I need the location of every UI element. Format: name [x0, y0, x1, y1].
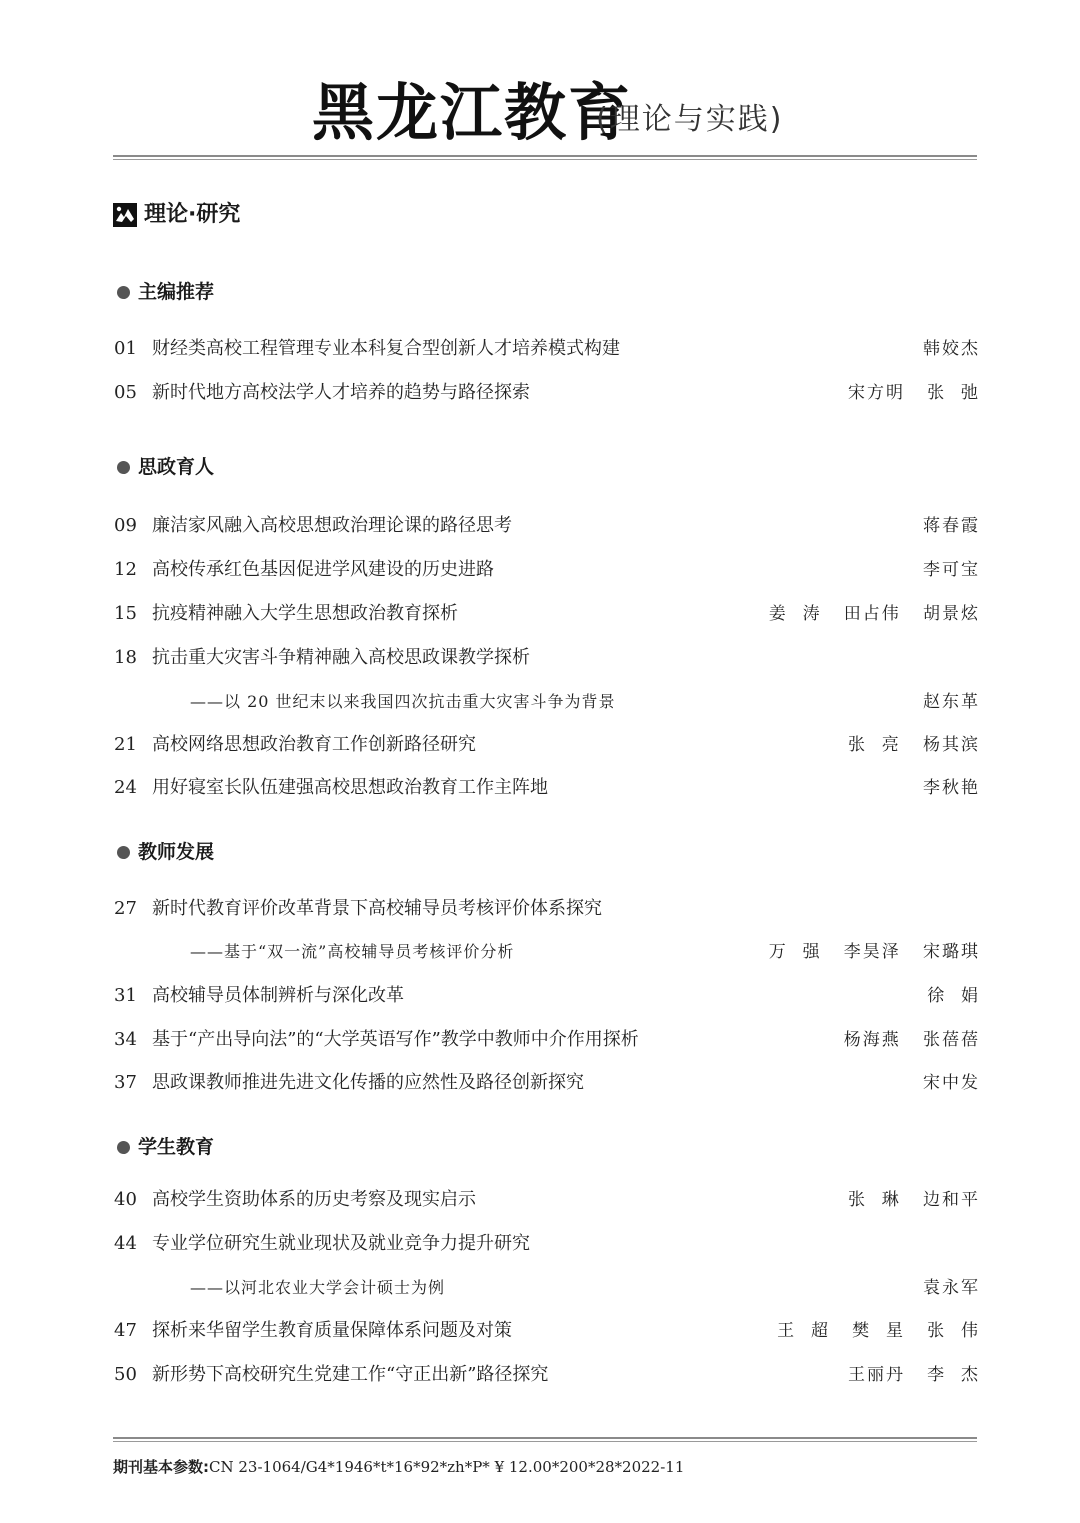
article-title: 新时代教育评价改革背景下高校辅导员考核评价体系探究: [152, 898, 602, 919]
bullet-dot-icon: [117, 461, 130, 474]
article-authors: 蒋春霞: [923, 516, 980, 536]
toc-entry[interactable]: [0, 644, 1080, 672]
page-number: 21: [114, 734, 137, 755]
article-authors: 王丽丹 李 杰: [847, 1365, 980, 1385]
page-number: 31: [114, 985, 137, 1006]
journal-subtitle: (理论与实践): [596, 102, 784, 137]
page-number: 47: [114, 1320, 137, 1341]
article-authors: 张 琳 边和平: [847, 1190, 980, 1210]
journal-title: 黑龙江教育: [312, 76, 633, 149]
toc-entry[interactable]: [0, 774, 1080, 802]
category-title: 教师发展: [138, 841, 215, 863]
article-authors: 徐 娟: [927, 986, 980, 1006]
footer-rule: [113, 1437, 977, 1439]
bullet-dot-icon: [117, 1141, 130, 1154]
header-rule-thin: [113, 159, 977, 160]
section-emblem-icon: [113, 203, 137, 227]
toc-entry[interactable]: [0, 379, 1080, 407]
article-authors: 李可宝: [923, 560, 980, 580]
article-title: 新时代地方高校法学人才培养的趋势与路径探索: [152, 382, 530, 403]
page-number: 37: [114, 1072, 137, 1093]
masthead: [0, 70, 1080, 150]
page-number: 01: [114, 338, 137, 359]
article-title: 廉洁家风融入高校思想政治理论课的路径思考: [152, 515, 512, 536]
category-title: 学生教育: [138, 1136, 215, 1158]
page-number: 24: [114, 777, 137, 798]
page-number: 09: [114, 515, 137, 536]
toc-entry[interactable]: [0, 1361, 1080, 1389]
page-number: 27: [114, 898, 137, 919]
article-title: 高校传承红色基因促进学风建设的历史进路: [152, 559, 494, 580]
page-number: 05: [114, 382, 137, 403]
article-title: 新形势下高校研究生党建工作“守正出新”路径探究: [152, 1364, 549, 1385]
toc-entry[interactable]: [0, 1317, 1080, 1345]
page-number: 15: [114, 603, 137, 624]
article-authors: 张 亮 杨其滨: [847, 735, 980, 755]
page-number: 40: [114, 1189, 137, 1210]
article-authors: 李秋艳: [923, 778, 980, 798]
article-title: 财经类高校工程管理专业本科复合型创新人才培养模式构建: [152, 338, 620, 359]
toc-entry[interactable]: [0, 1186, 1080, 1214]
article-title: 抗疫精神融入大学生思想政治教育探析: [152, 603, 458, 624]
page-number: 18: [114, 647, 137, 668]
section-title: 理论·研究: [144, 202, 241, 227]
page-number: 50: [114, 1364, 137, 1385]
toc-entry-subtitle: [0, 688, 1080, 716]
article-title: 高校网络思想政治教育工作创新路径研究: [152, 734, 476, 755]
toc-entry[interactable]: [0, 731, 1080, 759]
article-title: 思政课教师推进先进文化传播的应然性及路径创新探究: [152, 1072, 584, 1093]
article-authors: 韩姣杰: [923, 339, 980, 359]
toc-entry-subtitle: [0, 938, 1080, 966]
toc-entry[interactable]: [0, 982, 1080, 1010]
article-title: 用好寝室长队伍建强高校思想政治教育工作主阵地: [152, 777, 548, 798]
toc-entry[interactable]: [0, 1230, 1080, 1258]
parameters-label: 期刊基本参数:: [113, 1458, 209, 1476]
category-title: 主编推荐: [138, 281, 215, 303]
page-number: 44: [114, 1233, 137, 1254]
parameters-value: CN 23-1064/G4*1946*t*16*92*zh*P* ¥ 12.00*200*28*2022-11: [209, 1458, 685, 1476]
toc-entry[interactable]: [0, 895, 1080, 923]
bullet-dot-icon: [117, 286, 130, 299]
article-title: 探析来华留学生教育质量保障体系问题及对策: [152, 1320, 512, 1341]
toc-entry-subtitle: [0, 1274, 1080, 1302]
article-title: 专业学位研究生就业现状及就业竞争力提升研究: [152, 1233, 530, 1254]
article-title: 抗击重大灾害斗争精神融入高校思政课教学探析: [152, 647, 530, 668]
footer-rule-thin: [113, 1441, 977, 1442]
bullet-dot-icon: [117, 846, 130, 859]
toc-entry[interactable]: [0, 1026, 1080, 1054]
article-subtitle: ——以 20 世纪末以来我国四次抗击重大灾害斗争为背景: [190, 692, 616, 711]
article-authors: 杨海燕 张蓓蓓: [843, 1030, 980, 1050]
toc-entry[interactable]: [0, 512, 1080, 540]
article-authors: 赵东革: [923, 692, 980, 712]
article-authors: 姜 涛 田占伟 胡景炫: [768, 604, 980, 624]
article-subtitle: ——以河北农业大学会计硕士为例: [190, 1278, 446, 1297]
article-subtitle: ——基于“双一流”高校辅导员考核评价分析: [190, 942, 515, 961]
journal-parameters: [113, 1456, 684, 1478]
article-authors: 王 超 樊 星 张 伟: [777, 1321, 980, 1341]
page-number: 34: [114, 1029, 137, 1050]
article-title: 高校辅导员体制辨析与深化改革: [152, 985, 404, 1006]
toc-entry[interactable]: [0, 556, 1080, 584]
article-authors: 宋中发: [923, 1073, 980, 1093]
toc-entry[interactable]: [0, 1069, 1080, 1097]
header-rule: [113, 155, 977, 157]
page-number: 12: [114, 559, 137, 580]
toc-entry[interactable]: [0, 600, 1080, 628]
article-authors: 宋方明 张 弛: [847, 383, 980, 403]
category-title: 思政育人: [138, 456, 215, 478]
article-title: 高校学生资助体系的历史考察及现实启示: [152, 1189, 476, 1210]
article-authors: 袁永军: [923, 1278, 980, 1298]
toc-entry[interactable]: [0, 335, 1080, 363]
article-title: 基于“产出导向法”的“大学英语写作”教学中教师中介作用探析: [152, 1029, 639, 1050]
article-authors: 万 强 李昊泽 宋璐琪: [768, 942, 980, 962]
